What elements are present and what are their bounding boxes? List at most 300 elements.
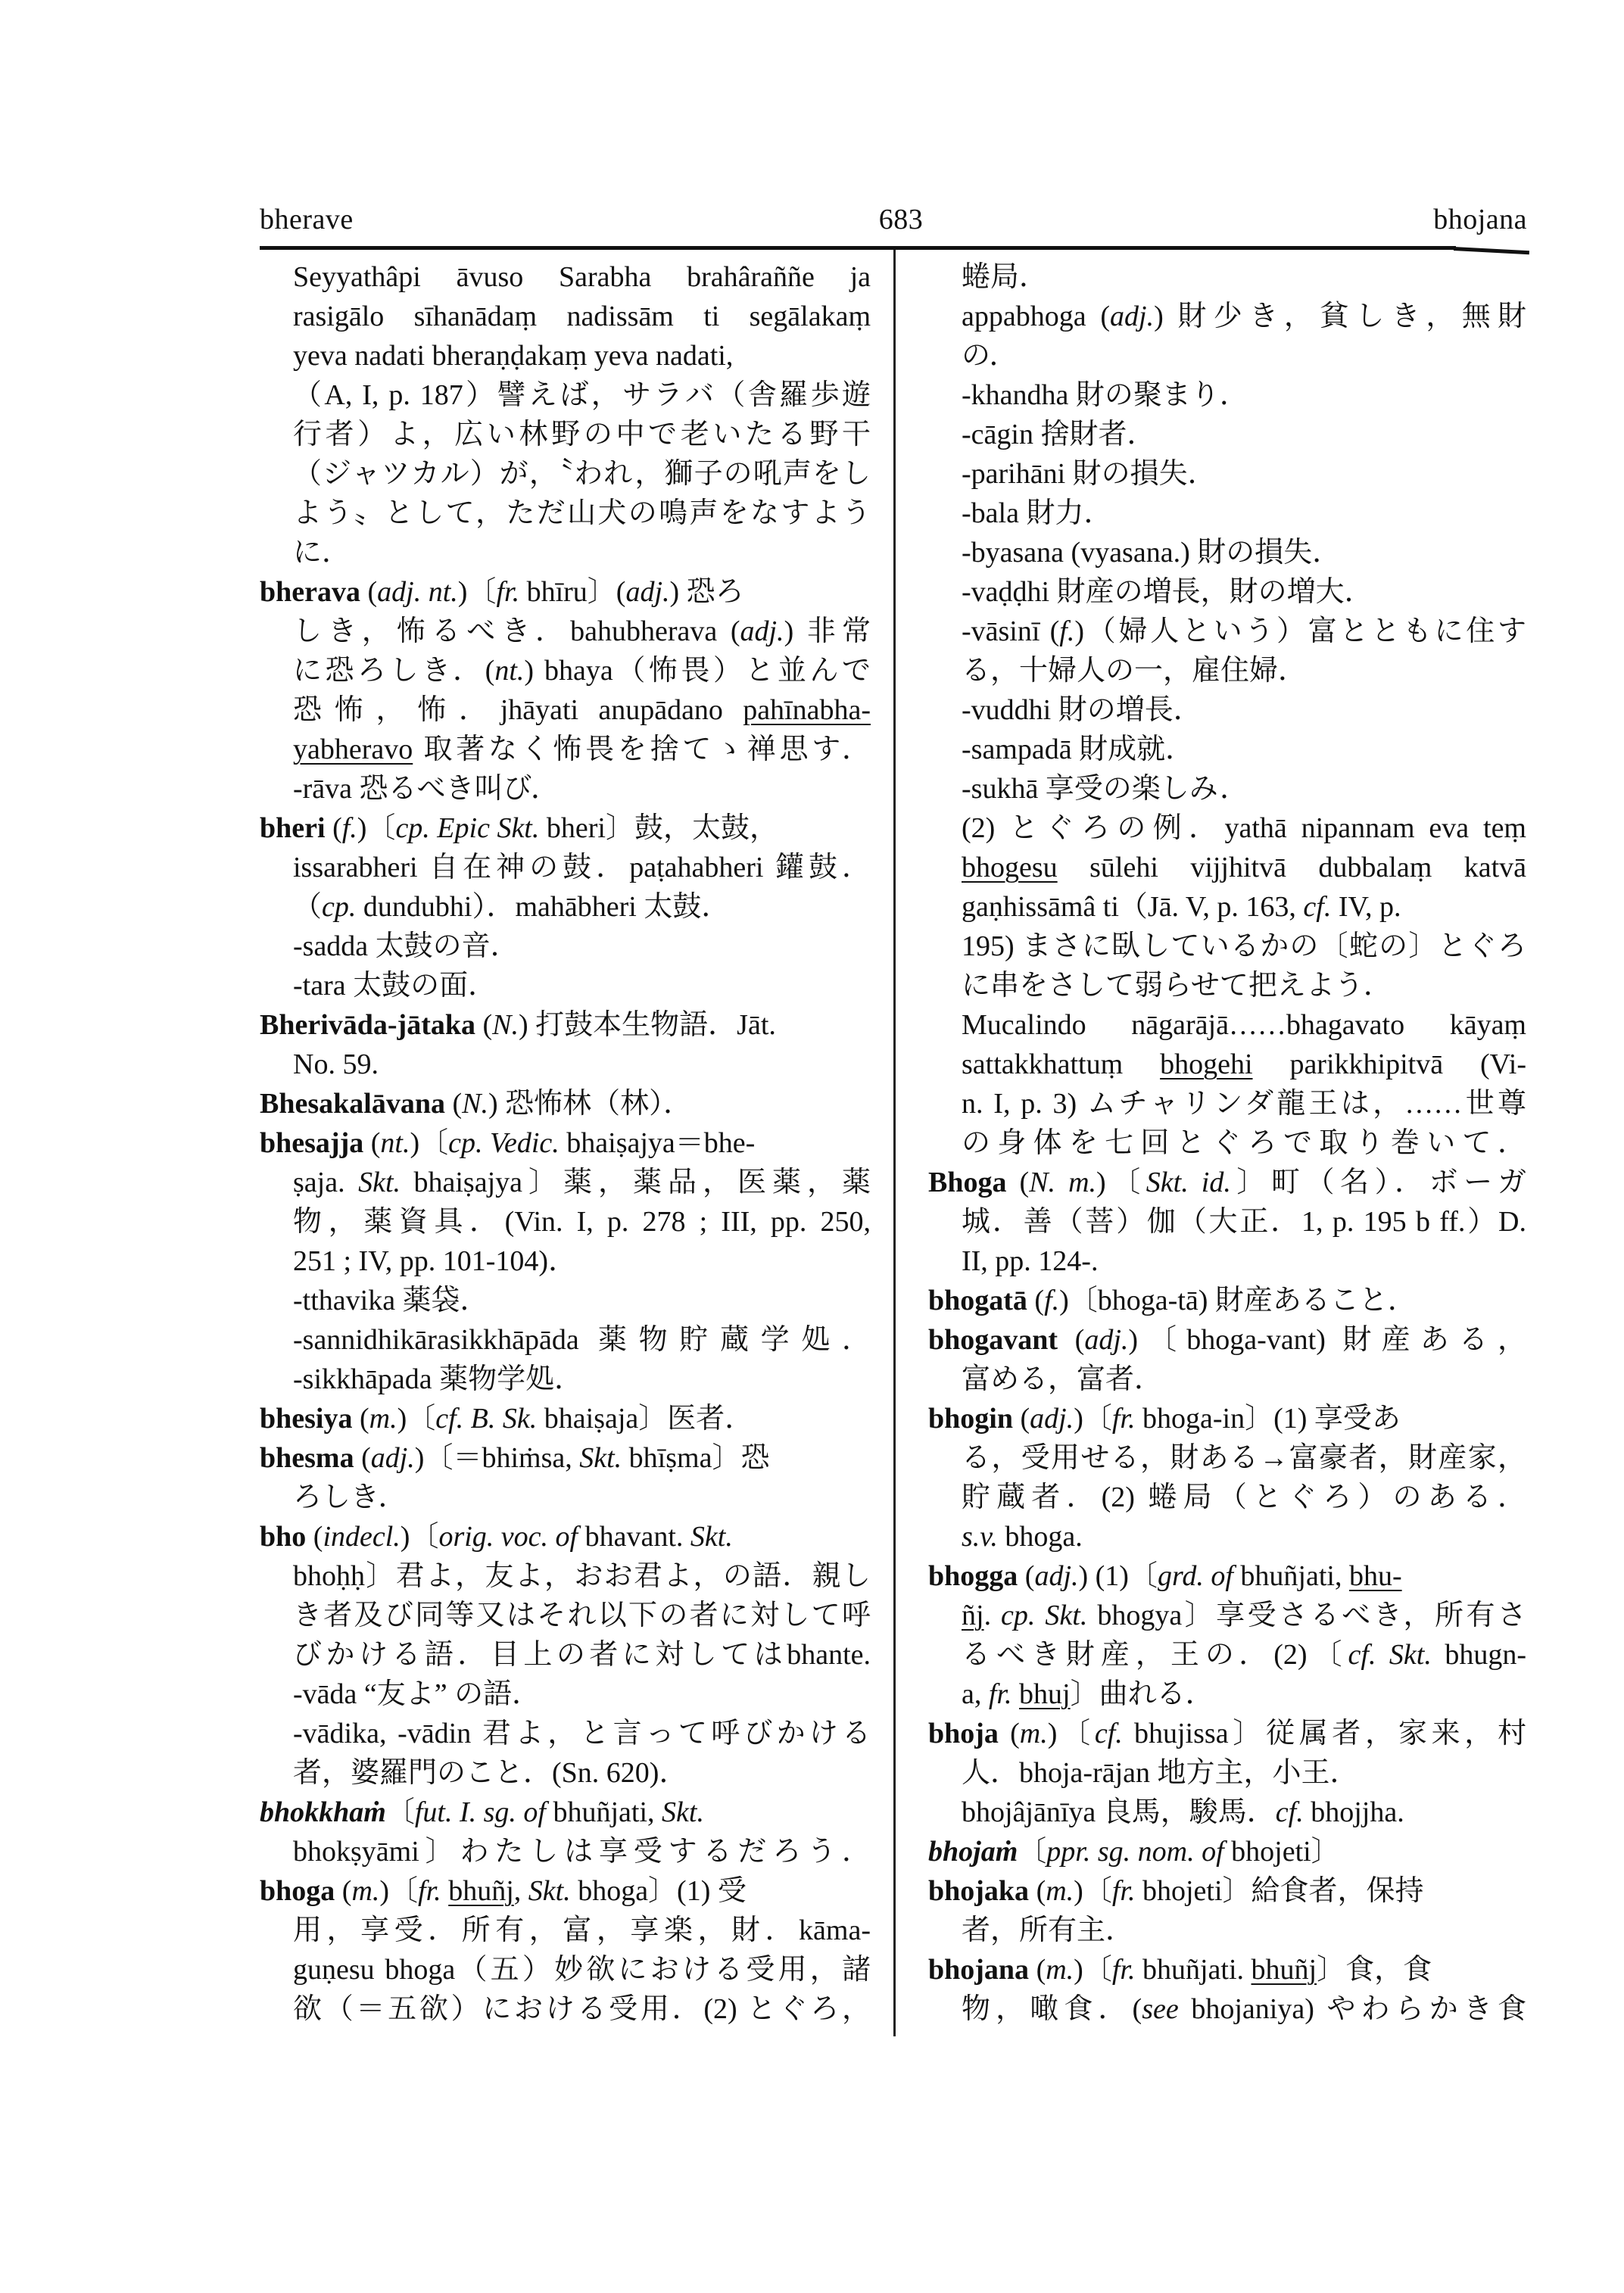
text-segment: ( (352, 1403, 369, 1435)
text-segment: bhojâjānīya 良馬，駿馬． (962, 1796, 1276, 1828)
entry-text-line (260, 1714, 871, 1753)
italic-abbreviation: fr. (1111, 1875, 1136, 1907)
entry-text-line (260, 1360, 871, 1399)
text-segment: Seyyathâpi āvuso Sarabha brahâraññe ja (293, 261, 871, 293)
text-segment: ( (1058, 1324, 1085, 1356)
underlined-term: bhuñj (1251, 1954, 1317, 1986)
entry-text-line (260, 1556, 871, 1596)
entry-text-line (928, 533, 1526, 572)
text-segment: ( (360, 576, 378, 608)
text-segment: -vaḍḍhi 財産の増長，財の増大． (962, 576, 1373, 608)
text-segment: -cāgin 捨財者． (962, 419, 1156, 450)
entry-text-line (260, 1635, 871, 1675)
text-segment: a, (962, 1678, 989, 1710)
text-segment: 蜷局． (962, 261, 1049, 293)
entry-headword-line (928, 1399, 1526, 1438)
text-segment: るべき財産，王の．(2)〔 (962, 1639, 1348, 1671)
text-segment: bhugn- (1431, 1639, 1526, 1671)
text-segment: る，受用せる，財ある→富豪者，財産家， (962, 1442, 1526, 1474)
text-segment: ( (1029, 1875, 1046, 1907)
entry-text-line (260, 1045, 871, 1084)
text-segment: bhaiṣaja〕医者． (537, 1403, 754, 1435)
entry-headword-line (260, 1438, 871, 1478)
text-segment: -sukhā 享受の楽しみ． (962, 773, 1249, 805)
text-segment: ) 打鼓本生物語．Jāt. (519, 1009, 776, 1041)
text-segment: しき，怖るべき．bahubherava ( (293, 615, 740, 647)
entry-text-line (928, 1517, 1526, 1556)
italic-abbreviation: fr. (988, 1678, 1012, 1710)
text-segment: ( (306, 1521, 323, 1553)
text-segment: )〔 (379, 1875, 419, 1907)
entry-text-line (260, 1163, 871, 1202)
text-segment: -vāda “友よ” の語． (293, 1678, 541, 1710)
entry-headword-line (260, 808, 871, 848)
headword: bhesajja (260, 1127, 364, 1159)
text-segment: 者，婆羅門のこと．(Sn. 620)． (293, 1757, 688, 1789)
headword: bherava (260, 576, 360, 608)
text-segment: よう〟として，ただ山犬の鳴声をなすよう (293, 497, 871, 529)
text-segment: 欲（＝五欲）における受用．(2) とぐろ， (293, 1993, 871, 2025)
running-head-right: bhojana (1433, 204, 1527, 235)
italic-abbreviation: f. (341, 812, 357, 844)
italic-abbreviation: f. (1044, 1285, 1060, 1316)
text-segment: ) 恐ろ (669, 576, 744, 608)
headword: bhogin (928, 1403, 1013, 1435)
entry-headword-line (928, 1871, 1526, 1911)
entry-text-line (928, 375, 1526, 415)
entry-text-line (928, 1202, 1526, 1242)
entry-text-line (928, 1084, 1526, 1123)
text-segment: bhoga. (997, 1521, 1083, 1553)
entry-text-line (260, 1753, 871, 1793)
entry-text-line (928, 1242, 1526, 1281)
text-segment: びかける語．目上の者に対してはbhante. (293, 1639, 871, 1671)
entry-text-line (260, 375, 871, 415)
entry-text-line (260, 454, 871, 494)
text-segment: 貯蔵者．(2) 蜷局（とぐろ）のある． (962, 1481, 1526, 1513)
entry-text-line (928, 454, 1526, 494)
entry-text-line (260, 1478, 871, 1517)
italic-abbreviation: cp. Skt. (1001, 1600, 1088, 1631)
text-segment: bhuñjati, (545, 1796, 662, 1828)
text-segment: ( (1027, 1285, 1045, 1316)
italic-abbreviation: Skt. id. (1146, 1167, 1231, 1198)
text-segment: 251 ; IV, pp. 101-104)． (293, 1245, 578, 1277)
underlined-term: bhogehi (1160, 1048, 1253, 1080)
italic-abbreviation: m. (1046, 1954, 1074, 1986)
entry-headword-line (928, 1950, 1526, 1989)
text-segment: に串をさして弱らせて把えよう． (962, 970, 1392, 1002)
entry-headword-line (260, 1123, 871, 1163)
italic-abbreviation: see (1142, 1993, 1179, 2025)
page-number: 683 (878, 204, 924, 235)
text-segment: )〔 (397, 1403, 436, 1435)
text-segment: 〔 (385, 1796, 415, 1828)
entry-text-line (260, 1832, 871, 1871)
text-segment: 〕町（名）．ボーガ (1230, 1167, 1526, 1198)
italic-abbreviation: adj. (1034, 1560, 1079, 1592)
text-segment: る，十婦人の一，雇住婦． (962, 655, 1308, 687)
text-segment: )〔 (1074, 1875, 1112, 1907)
entry-text-line (260, 1950, 871, 1989)
italic-abbreviation: ppr. sg. nom. of (1046, 1836, 1224, 1868)
text-segment: （ (293, 891, 323, 923)
entry-text-line (260, 1596, 871, 1635)
italic-abbreviation: m. (1046, 1875, 1074, 1907)
text-segment: ( (363, 1127, 381, 1159)
entry-text-line (928, 297, 1526, 336)
italic-abbreviation: fr. (496, 576, 520, 608)
underlined-term: bhogesu (962, 852, 1058, 883)
headword: bhesiya (260, 1403, 353, 1435)
italic-abbreviation: fr. (1111, 1954, 1136, 1986)
entry-text-line (260, 612, 871, 651)
text-segment: ( (998, 1718, 1020, 1749)
headword: Bhesakalāvana (260, 1088, 445, 1120)
text-segment: bhuñjati, (1233, 1560, 1349, 1592)
italic-abbreviation: cp. Epic Skt. (395, 812, 540, 844)
italic-abbreviation: Skt. (690, 1521, 733, 1553)
text-segment: -bala 財力． (962, 497, 1113, 529)
text-segment: bhīṣma〕恐 (622, 1442, 770, 1474)
text-segment: の． (962, 340, 1018, 372)
text-segment (1012, 1678, 1020, 1710)
text-segment: 富める，富者． (962, 1363, 1164, 1395)
underlined-term: bhuj (1019, 1678, 1071, 1710)
entry-text-line (928, 1596, 1526, 1635)
text-segment: )〔 (1096, 1167, 1146, 1198)
text-segment: appabhoga ( (962, 301, 1111, 332)
entry-headword-line (928, 1163, 1526, 1202)
text-segment: に． (293, 537, 351, 569)
text-segment: bhaiṣajya〕薬，薬品，医薬，薬 (401, 1167, 871, 1198)
text-segment: )〔＝bhiṁsa, (414, 1442, 580, 1474)
italic-abbreviation: adj. nt. (377, 576, 458, 608)
italic-abbreviation: cf. (1275, 1796, 1304, 1828)
entry-text-line (928, 1005, 1526, 1045)
text-segment: bhoga〕(1) 受 (570, 1875, 747, 1907)
italic-abbreviation: adj. (370, 1442, 415, 1474)
text-segment: n. I, p. 3) ムチャリンダ龍王は，……世尊 (962, 1088, 1526, 1120)
headword: bhogga (928, 1560, 1018, 1592)
entry-text-line (928, 927, 1526, 966)
entry-headword-line (928, 1832, 1526, 1871)
entry-headword-line (260, 1871, 871, 1911)
entry-text-line (928, 1793, 1526, 1832)
headword: bhogatā (928, 1285, 1027, 1316)
italic-abbreviation: Skt. (662, 1796, 704, 1828)
text-segment: bhogya〕享受さるべき，所有さ (1087, 1600, 1526, 1631)
text-segment: 恐怖，怖．jhāyati anupādano (293, 694, 743, 726)
text-segment: )〔 (410, 1127, 449, 1159)
entry-headword-line (928, 1714, 1526, 1753)
text-segment: 人．bhoja-rājan 地方主，小王． (962, 1757, 1359, 1789)
text-segment: 〕食，食 (1317, 1954, 1432, 1986)
text-segment: -vādika, -vādin 君よ，と言って呼びかける (293, 1718, 871, 1749)
entry-text-line (928, 1123, 1526, 1163)
text-segment: ( (335, 1875, 352, 1907)
italic-abbreviation: s.v. (962, 1521, 998, 1553)
italic-abbreviation: cp. Vedic. (448, 1127, 560, 1159)
italic-abbreviation: indecl. (323, 1521, 401, 1553)
entry-text-line (260, 336, 871, 375)
text-segment: sūlehi vijjhitvā dubbalaṃ katvā (1057, 852, 1526, 883)
entry-text-line (260, 1320, 871, 1360)
entry-text-line (928, 887, 1526, 927)
italic-abbreviation: orig. voc. of (438, 1521, 578, 1553)
running-head-left: bherave (260, 204, 354, 235)
text-segment: bhojaniya) やわらかき食 (1178, 1993, 1526, 2025)
italic-abbreviation: fr. (418, 1875, 441, 1907)
text-segment: , (513, 1875, 528, 1907)
text-segment: き者及び同等又はそれ以下の者に対して呼 (293, 1600, 871, 1631)
entry-text-line (928, 1478, 1526, 1517)
headword: bhesma (260, 1442, 354, 1474)
entry-headword-line (928, 1281, 1526, 1320)
text-segment: -vuddhi 財の増長． (962, 694, 1202, 726)
text-segment: )〔 (357, 812, 396, 844)
text-segment: -sikkhāpada 薬物学処． (293, 1363, 584, 1395)
text-segment: bhoga-in〕(1) 享受あ (1135, 1403, 1401, 1435)
text-segment: -sadda 太鼓の音． (293, 930, 519, 962)
text-segment: -byasana (vyasana.) 財の損失． (962, 537, 1342, 569)
text-segment: -parihāni 財の損失． (962, 458, 1217, 490)
text-segment: ) bhaya（怖畏）と並んで (524, 655, 871, 687)
headword: bhokkhaṁ (260, 1796, 386, 1828)
text-segment: 者，所有主． (962, 1914, 1135, 1946)
headword: bhoga (260, 1875, 335, 1907)
italic-abbreviation: Skt. (579, 1442, 622, 1474)
underlined-term: bhu- (1348, 1560, 1402, 1592)
italic-abbreviation: fr. (1111, 1403, 1136, 1435)
text-segment: の身体を七回とぐろで取り巻いて． (962, 1127, 1526, 1159)
text-segment: . (983, 1600, 1002, 1631)
text-segment: )〔 (1047, 1718, 1095, 1749)
text-segment: ( (1012, 1403, 1030, 1435)
underlined-term: bhuñj (448, 1875, 514, 1907)
right-column (928, 257, 1526, 2029)
text-segment: bhokṣyāmi〕わたしは享受するだろう． (293, 1836, 871, 1868)
text-segment: gaṇhissāmâ ti（Jā. V, p. 163, (962, 891, 1304, 923)
entry-headword-line (928, 1320, 1526, 1360)
italic-abbreviation: grd. of (1157, 1560, 1233, 1592)
text-segment: ( (1006, 1167, 1030, 1198)
text-segment: 物，噉食．( (962, 1993, 1142, 2025)
entry-text-line (260, 730, 871, 769)
entry-text-line (928, 1360, 1526, 1399)
entry-text-line (928, 1753, 1526, 1793)
text-segment: bheri〕鼓，太鼓， (539, 812, 778, 844)
entry-headword-line (260, 1005, 871, 1045)
italic-abbreviation: nt. (494, 655, 525, 687)
text-segment: )〔bhoga-vant) 財産ある， (1128, 1324, 1526, 1356)
text-segment: 城．善（菩）伽（大正．1, p. 195 b ff.）D. (962, 1206, 1526, 1238)
text-segment: issarabheri 自在神の鼓．paṭahabheri 鑵鼓． (293, 852, 871, 883)
entry-text-line (260, 1242, 871, 1281)
text-segment: II, pp. 124-. (962, 1245, 1099, 1277)
text-segment: ṣaja. (293, 1167, 359, 1198)
text-segment: bhavant. (578, 1521, 690, 1553)
entry-text-line (928, 848, 1526, 887)
header-rule (260, 246, 1456, 250)
italic-abbreviation: cf. (1094, 1718, 1123, 1749)
entry-text-line (928, 336, 1526, 375)
text-segment: 195) まさに臥しているかの〔蛇の〕とぐろ (962, 930, 1526, 962)
text-segment: -sampadā 財成就． (962, 734, 1195, 765)
entry-text-line (260, 848, 871, 887)
entry-headword-line (260, 1793, 871, 1832)
entry-headword-line (260, 572, 871, 612)
underlined-term: pahīnabha- (743, 694, 871, 726)
text-segment: )〔 (1074, 1954, 1112, 1986)
text-segment: parikkhipitvā (Vi- (1252, 1048, 1526, 1080)
text-segment: ( (1018, 1560, 1035, 1592)
italic-abbreviation: f. (1059, 615, 1075, 647)
entry-text-line (260, 1281, 871, 1320)
entry-headword-line (260, 1517, 871, 1556)
entry-text-line (928, 651, 1526, 690)
text-segment: -vāsinī ( (962, 615, 1060, 647)
entry-text-line (260, 1202, 871, 1242)
text-segment: ( (444, 1088, 463, 1120)
text-segment: )〔 (457, 576, 497, 608)
text-segment: bhoḥḥ〕君よ，友よ，おお君よ，の語．親し (293, 1560, 871, 1592)
text-segment: )〔 (400, 1521, 439, 1553)
entry-text-line (928, 494, 1526, 533)
italic-abbreviation: cf. B. Sk. (435, 1403, 538, 1435)
entry-text-line (928, 690, 1526, 730)
headword: bhojana (928, 1954, 1030, 1986)
entry-headword-line (928, 1556, 1526, 1596)
text-segment: dundubhi）．mahābheri 太鼓． (356, 891, 731, 923)
text-segment: bhojeti〕 (1223, 1836, 1340, 1868)
headword: bho (260, 1521, 307, 1553)
text-segment (441, 1875, 449, 1907)
italic-abbreviation: m. (351, 1875, 380, 1907)
text-segment: ) 非常 (784, 615, 871, 647)
text-segment: に恐ろしき．( (293, 655, 495, 687)
entry-text-line (928, 1438, 1526, 1478)
entry-text-line (260, 769, 871, 808)
text-segment: bhaiṣajya＝bhe- (559, 1127, 756, 1159)
entry-text-line (928, 1989, 1526, 2029)
headword: bhogavant (928, 1324, 1058, 1356)
italic-abbreviation: fut. I. sg. of (414, 1796, 546, 1828)
text-segment: bhīru〕( (519, 576, 626, 608)
entry-text-line (260, 297, 871, 336)
entry-text-line (928, 1045, 1526, 1084)
entry-text-line (260, 1989, 871, 2029)
text-segment: 〔 (1018, 1836, 1047, 1868)
text-segment: rasigālo sīhanādaṃ nadissām ti segālakaṃ (293, 301, 871, 332)
text-segment: )（婦人という）富とともに住す (1074, 615, 1526, 647)
text-segment: bhojeti〕給食者，保持 (1135, 1875, 1424, 1907)
entry-headword-line (260, 1084, 871, 1123)
headword: bhojaṁ (928, 1836, 1018, 1868)
italic-abbreviation: adj. (625, 576, 670, 608)
italic-abbreviation: cf. (1303, 891, 1332, 923)
entry-text-line (260, 1675, 871, 1714)
text-segment: （ジャツカル）が，〝われ，獅子の吼声をし (293, 458, 871, 490)
text-segment: bhujissa〕従属者，家来，村 (1122, 1718, 1526, 1749)
text-segment: IV, p. (1331, 891, 1401, 923)
entry-text-line (260, 494, 871, 533)
entry-text-line (928, 1635, 1526, 1675)
headword: Bherivāda-jātaka (260, 1009, 475, 1041)
text-segment: guṇesu bhoga（五）妙欲における受用，諸 (293, 1954, 871, 1986)
italic-abbreviation: adj. (740, 615, 784, 647)
text-segment: ) (1)〔 (1078, 1560, 1158, 1592)
entry-text-line (260, 690, 871, 730)
text-segment: )〔bhoga-tā) 財産あること． (1059, 1285, 1417, 1316)
text-segment: 取著なく怖畏を捨てゝ禅思す． (413, 734, 871, 765)
text-segment: )〔 (1074, 1403, 1112, 1435)
entry-text-line (928, 730, 1526, 769)
headword: bhojaka (928, 1875, 1030, 1907)
italic-abbreviation: Skt. (358, 1167, 401, 1198)
text-segment: 物，薬資具．(Vin. I, p. 278 ; III, pp. 250, (293, 1206, 871, 1238)
text-segment: ( (1029, 1954, 1046, 1986)
entry-text-line (928, 572, 1526, 612)
text-segment: -tthavika 薬袋． (293, 1285, 489, 1316)
italic-abbreviation: N. (492, 1009, 519, 1041)
italic-abbreviation: adj. (1084, 1324, 1129, 1356)
entry-text-line (928, 769, 1526, 808)
italic-abbreviation: Skt. (528, 1875, 571, 1907)
entry-text-line (928, 612, 1526, 651)
text-segment: 〕曲れる． (1070, 1678, 1214, 1710)
text-segment: ) 恐怖林（林）． (488, 1088, 693, 1120)
column-divider (893, 250, 896, 2036)
text-segment: ) 財少き，貧しき，無財 (1154, 301, 1526, 332)
text-segment: ろしき． (293, 1481, 407, 1513)
entry-text-line (260, 533, 871, 572)
text-segment: -tara 太鼓の面． (293, 970, 497, 1002)
italic-abbreviation: m. (1019, 1718, 1048, 1749)
header-rule-tail (1454, 247, 1529, 254)
entry-text-line (260, 887, 871, 927)
text-segment: (2) とぐろの例．yathā nipannam eva teṃ (962, 812, 1526, 844)
entry-text-line (260, 1911, 871, 1950)
entry-text-line (260, 415, 871, 454)
underlined-term: ñj (962, 1600, 984, 1631)
entry-text-line (928, 808, 1526, 848)
text-segment: ( (354, 1442, 371, 1474)
text-segment: No. 59. (293, 1048, 379, 1080)
text-segment: （A, I, p. 187）譬えば，サラバ（舎羅歩遊 (293, 379, 871, 411)
entry-text-line (928, 1675, 1526, 1714)
entry-text-line (928, 966, 1526, 1005)
italic-abbreviation: N. m. (1029, 1167, 1097, 1198)
headword: Bhoga (928, 1167, 1007, 1198)
headword: bhoja (928, 1718, 999, 1749)
text-segment: -rāva 恐るべき叫び． (293, 773, 560, 805)
text-segment: bhuñjati. (1135, 1954, 1252, 1986)
text-segment: ( (325, 812, 342, 844)
italic-abbreviation: adj. (1030, 1403, 1074, 1435)
entry-text-line (260, 927, 871, 966)
text-segment: ( (475, 1009, 493, 1041)
entry-headword-line (260, 1399, 871, 1438)
left-column (260, 257, 871, 2029)
italic-abbreviation: adj. (1110, 301, 1155, 332)
text-segment: sattakkhattuṃ (962, 1048, 1161, 1080)
underlined-term: yabheravo (293, 734, 413, 765)
italic-abbreviation: nt. (380, 1127, 410, 1159)
text-segment: -sannidhikārasikkhāpāda 薬物貯蔵学処． (293, 1324, 871, 1356)
entry-text-line (928, 415, 1526, 454)
italic-abbreviation: cf. Skt. (1348, 1639, 1432, 1671)
